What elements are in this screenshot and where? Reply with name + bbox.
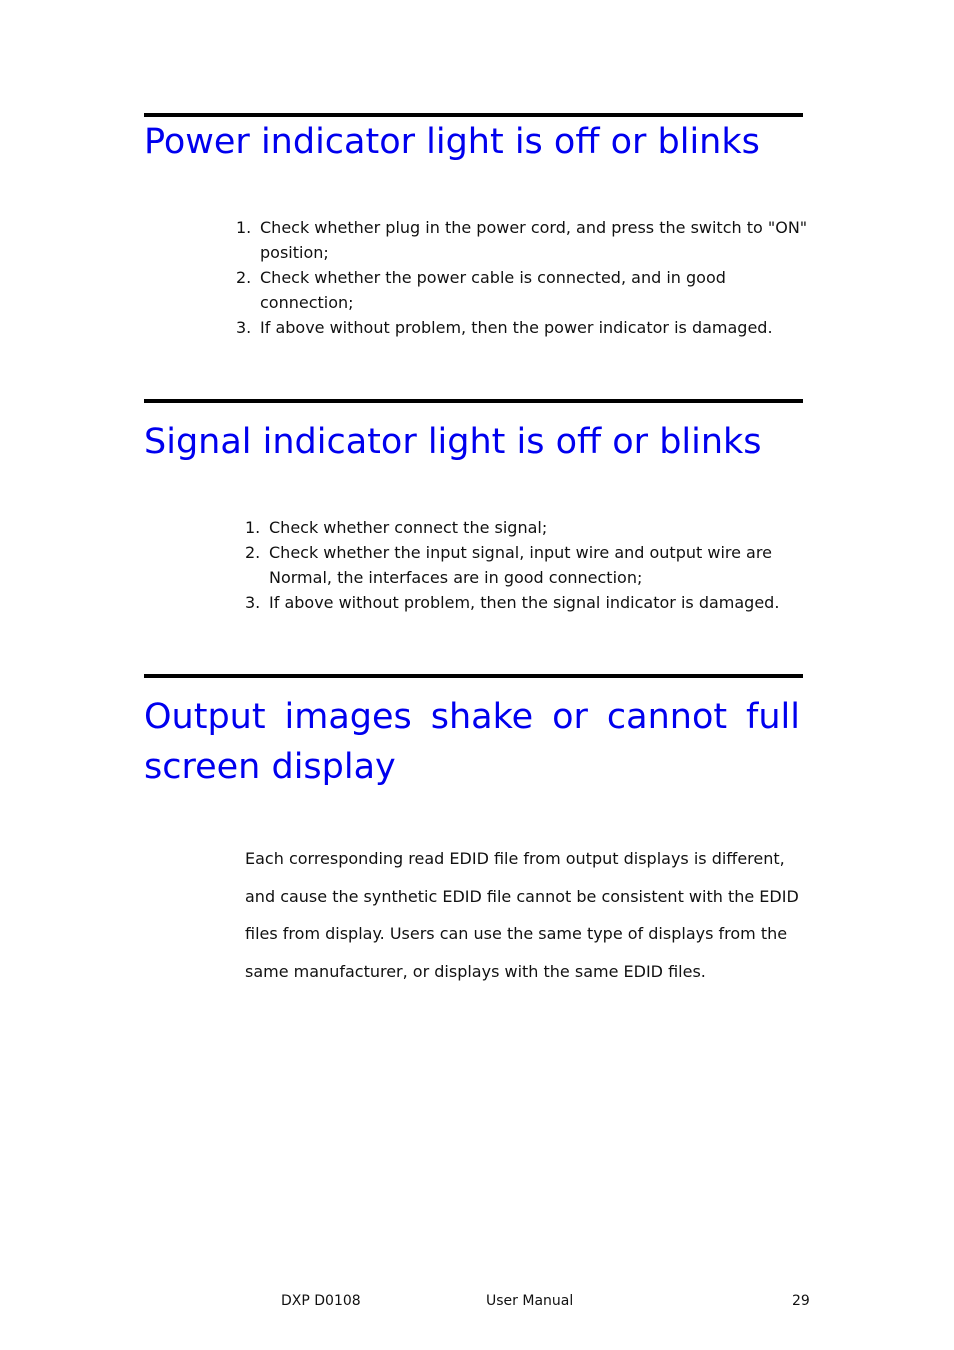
list-item: 1. Check whether connect the signal; (245, 518, 548, 537)
list-item: 2. Check whether the power cable is connected, and in good connection; (236, 268, 726, 312)
heading-line: Output images shake or cannot full (144, 697, 800, 737)
list-item: 3. If above without problem, then the power indicator is damaged. (236, 318, 773, 337)
edid-paragraph: Each corresponding read EDID file from output displays is different, and cause the synthetic EDID file cannot be consistent with the EDID files from display. Users can use the same type of displays from the same manufacturer, or displays with the same EDID files. (245, 849, 799, 981)
list-item: 1. Check whether plug in the power cord, and press the switch to "ON" position; (236, 218, 808, 262)
signal-steps-list (245, 515, 815, 615)
heading-power-indicator: Power indicator light is off or blinks (144, 122, 760, 162)
page-number: 29 (792, 1293, 810, 1309)
heading-output-images (144, 692, 800, 792)
list-item: 3. If above without problem, then the signal indicator is damaged. (245, 593, 780, 612)
footer-model: DXP D0108 (281, 1293, 361, 1309)
section-rule-output (144, 674, 803, 678)
list-item: 2. Check whether the input signal, input wire and output wire are Normal, the interfaces are in good connection; (245, 543, 772, 587)
heading-signal-indicator: Signal indicator light is off or blinks (144, 422, 762, 462)
heading-line: screen display (144, 747, 396, 787)
footer-doc-title: User Manual (486, 1293, 574, 1309)
section-rule-signal (144, 399, 803, 403)
power-steps-list (236, 215, 811, 340)
